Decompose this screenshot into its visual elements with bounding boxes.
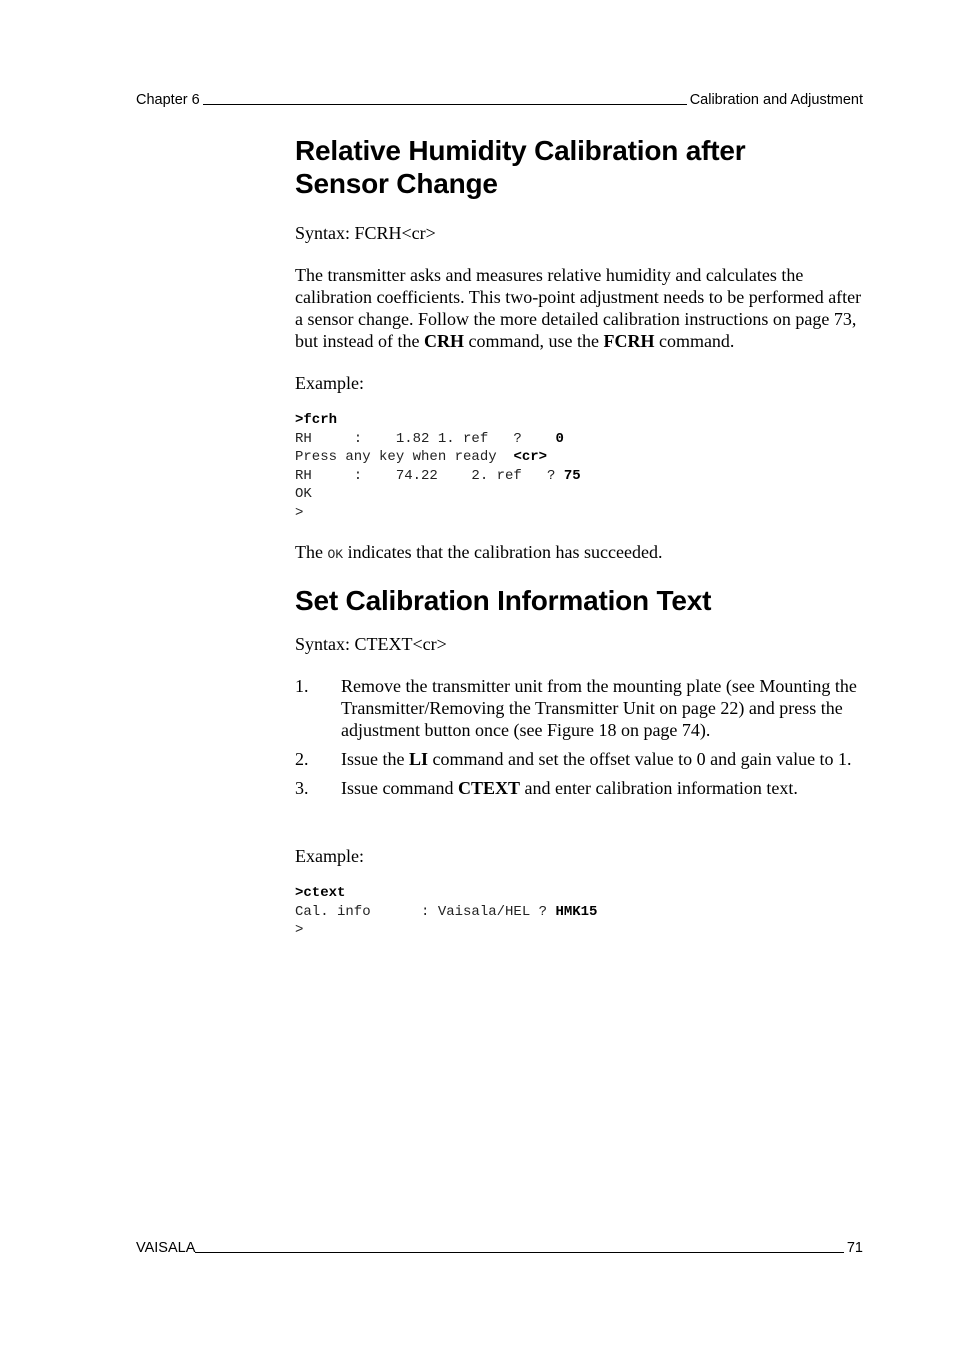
syntax-fcrh: Syntax: FCRH<cr>	[295, 223, 436, 243]
ok-code: OK	[327, 547, 344, 562]
crh-command: CRH	[423, 331, 464, 351]
section-title-rh-calibration: Relative Humidity Calibration after Sensor Change	[295, 135, 746, 199]
header-section: Calibration and Adjustment	[689, 92, 863, 108]
header-chapter: Chapter 6	[136, 92, 200, 108]
list-item: 3. Issue command CTEXT and enter calibration information text.	[295, 778, 798, 798]
code-example-fcrh	[295, 411, 865, 522]
list-item: 2. Issue the LI command and set the offset value to 0 and gain value to 1.	[295, 749, 852, 769]
code-line: >	[295, 504, 304, 521]
list-item: 1. Remove the transmitter unit from the mounting plate (see Mounting the Transmitter/Removing the Transmitter Unit on page 22) and press the adjustment button once (see Figure 18 on page 74).	[295, 676, 857, 740]
page-footer	[136, 1238, 863, 1258]
page-number: 71	[846, 1240, 863, 1256]
code-line: RH : 74.22 2. ref ? 75	[295, 467, 581, 484]
li-command: LI	[408, 749, 428, 769]
code-line: Cal. info : Vaisala/HEL ? HMK15	[295, 903, 598, 920]
ok-note: The OK indicates that the calibration has succeeded.	[295, 542, 663, 562]
syntax-ctext: Syntax: CTEXT<cr>	[295, 634, 447, 654]
page-header	[136, 90, 863, 110]
example-label-2: Example:	[295, 846, 364, 866]
code-line: OK	[295, 486, 312, 502]
code-line: Press any key when ready <cr>	[295, 449, 548, 465]
rh-calibration-paragraph: The transmitter asks and measures relative humidity and calculates the calibration coefficients. This two-point adjustment needs to be performed after a sensor change. Follow the more detailed calibration instructions on page 73, but instead of the CRH command, use the FCRH command.	[295, 265, 862, 351]
code-line: >ctext	[295, 885, 346, 901]
code-line: RH : 1.82 1. ref ? 0	[295, 430, 564, 447]
example-label-1: Example:	[295, 373, 364, 393]
section-title-calibration-text: Set Calibration Information Text	[295, 585, 712, 616]
code-line: >	[295, 922, 304, 938]
steps-list	[295, 675, 865, 799]
page-content	[295, 134, 865, 940]
footer-rule	[195, 1251, 843, 1253]
header-rule	[203, 103, 687, 105]
footer-brand: VAISALA	[136, 1240, 196, 1256]
fcrh-command: FCRH	[603, 331, 655, 351]
ctext-command: CTEXT	[457, 778, 520, 798]
code-line: >fcrh	[295, 412, 338, 428]
code-example-ctext	[295, 884, 865, 940]
